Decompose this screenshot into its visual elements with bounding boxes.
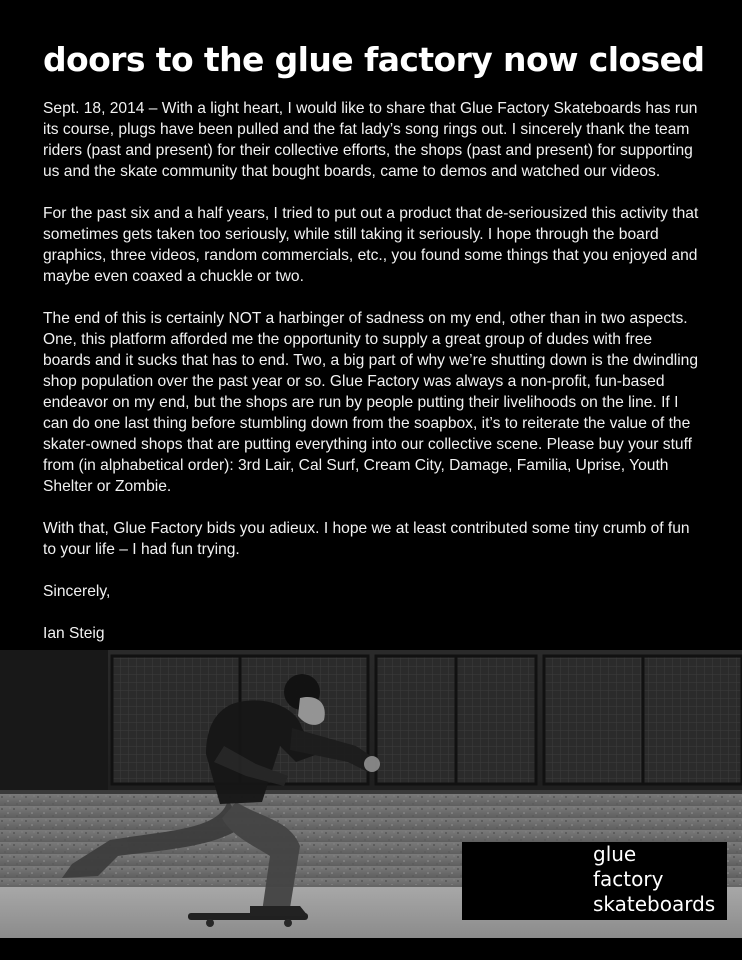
logo-box xyxy=(462,842,727,920)
letter-signature: Ian Steig xyxy=(43,625,105,642)
letter-paragraph-4: With that, Glue Factory bids you adieux. I hope we at least contributed some tiny crumb of fun to your life – I had fun trying. xyxy=(43,520,690,558)
letter-body xyxy=(43,98,703,665)
letter-paragraph-3: The end of this is certainly NOT a harbinger of sadness on my end, other than in two aspects. One, this platform afforded me the opportunity to supply a great group of dudes with free boards and it sucks that has to end. Two, a big part of why we’re shutting down is the dwindling shop population over the past year or so. Glue Factory was always a non-profit, fun-based endeavor on my end, but the shops are run by people putting their livelihoods on the line. If I can do one last thing before stumbling down from the soapbox, it’s to reiterate the value of the skater-owned shops that are putting everything into our collective scene. Please buy your stuff from (in alphabetical order): 3rd Lair, Cal Surf, Cream City, Damage, Familia, Uprise, Youth Shelter or Zombie. xyxy=(43,310,699,495)
letter-paragraph-2: For the past six and a half years, I tried to put out a product that de-seriousized this activity that sometimes gets taken too seriously, while still taking it seriously. I hope through the board graphics, three videos, random commercials, etc., you found some things that you enjoyed and maybe even coaxed a chuckle or two. xyxy=(43,205,699,285)
letter-closing: Sincerely, xyxy=(43,583,111,600)
logo-line-factory: factory xyxy=(593,867,664,891)
logo-line-glue: glue xyxy=(593,842,637,866)
letter-paragraph-1: Sept. 18, 2014 – With a light heart, I would like to share that Glue Factory Skateboards has run its course, plugs have been pulled and the fat lady’s song rings out. I sincerely thank the team riders (past and present) for their collective efforts, the shops (past and present) for supporting us and the skate community that bought boards, came to demos and watched our videos. xyxy=(43,100,698,180)
logo-wordmark xyxy=(593,842,715,917)
logo-line-skateboards: skateboards xyxy=(593,892,716,916)
headline: doors to the glue factory now closed xyxy=(43,40,705,79)
bottom-border xyxy=(0,938,742,960)
